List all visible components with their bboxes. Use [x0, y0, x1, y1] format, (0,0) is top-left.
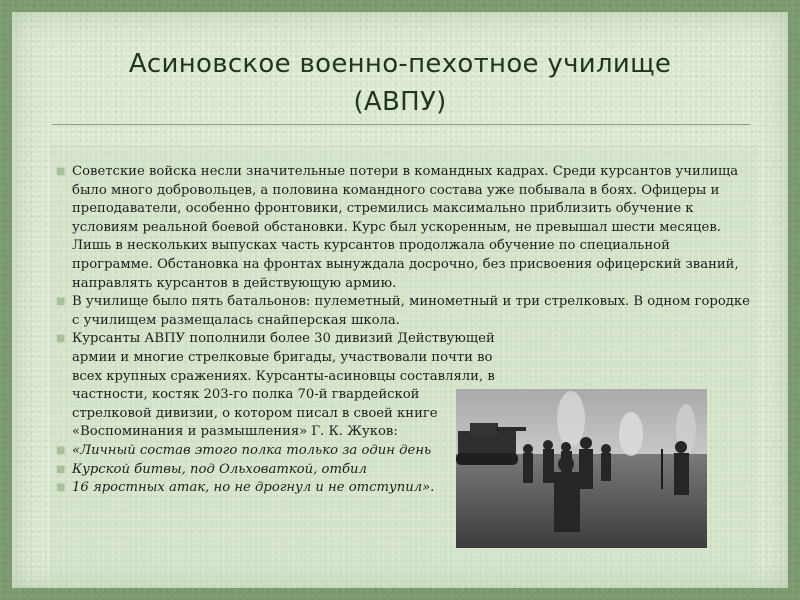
- paragraph: ■ Курсанты АВПУ пополнили более 30 дивизий Действующей армии и многие стрелковые бригады, участвовали почти во всех крупных сражениях. Курсанты-асиновцы составляли, в частности, костяк 203-го полка 70-й гвардейской стрелковой дивизии, о котором писал в своей книге «Воспоминания и размышления» Г. К. Жуков:: [56, 331, 495, 440]
- bullet-icon: ■: [56, 166, 66, 177]
- bullet-icon: ■: [56, 296, 66, 308]
- title-divider: [52, 124, 750, 125]
- quote-line: ■ «Личный состав этого полка только за один день: [72, 442, 754, 461]
- slide-title: [40, 45, 760, 121]
- paragraph: ■ В училище было пять батальонов: пулеметный, минометный и три стрелковых. В одном городке с училищем размещалась снайперская школа.: [56, 294, 750, 328]
- quote-line: ■ 16 яростных атак, но не дрогнул и не отступил».: [72, 479, 754, 498]
- bullet-icon: ■: [56, 333, 66, 345]
- war-photo-soldiers-tank-icon: [456, 389, 707, 548]
- bullet-icon: ■: [56, 463, 66, 475]
- paragraph: ■ Советские войска несли значительные потери в командных кадрах. Среди курсантов училища было много добровольцев, а половина командного состава уже побывала в боях. Офицеры и преподаватели, особенно фронтовики, стремились максимально приблизить обучение к условиям реальной боевой обстановки. Курс был ускоренным, не превышал шести месяцев. Лишь в нескольких выпусках часть курсантов продолжала обучение по специальной программе. Обстановка на фронтах вынуждала досрочно, без присвоения офицерский званий, направлять курсантов в действующую армию.: [56, 164, 739, 291]
- bullet-icon: ■: [56, 444, 66, 456]
- war-photo: [456, 389, 707, 548]
- bullet-icon: ■: [56, 482, 66, 494]
- title-line-2: (АВПУ): [353, 87, 447, 117]
- title-line-1: Асиновское военно-пехотное училище: [128, 49, 672, 79]
- quote-line: ■ Курской битвы, под Ольховаткой, отбил: [72, 461, 754, 480]
